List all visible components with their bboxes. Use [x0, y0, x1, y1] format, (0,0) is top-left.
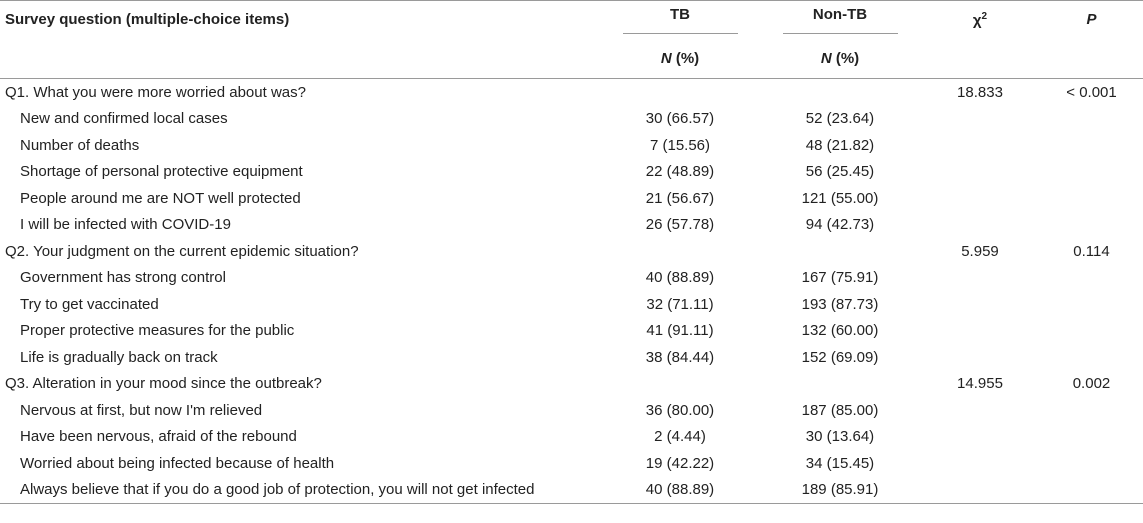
non-tb-value: 94 (42.73): [805, 216, 875, 234]
header-tb: TB: [600, 1, 760, 39]
question-label: Q2. Your judgment on the current epidemic situation?: [5, 242, 359, 260]
item-label: People around me are NOT well protected: [20, 189, 301, 207]
non-tb-value: 34 (15.45): [805, 454, 875, 472]
tb-value: 26 (57.78): [645, 216, 715, 234]
table-row: [0, 159, 1143, 186]
item-label: Shortage of personal protective equipment: [20, 163, 303, 181]
non-tb-value: 132 (60.00): [801, 322, 879, 340]
table-row: [0, 185, 1143, 212]
tb-value: 2 (4.44): [654, 428, 706, 446]
tb-value: 30 (66.57): [645, 110, 715, 128]
item-label: Number of deaths: [20, 136, 140, 154]
header-question: Survey question (multiple-choice items): [5, 11, 290, 28]
table-row: [0, 132, 1143, 159]
item-label: I will be infected with COVID-19: [20, 216, 231, 234]
table-body: [0, 79, 1143, 504]
tb-value: 19 (42.22): [645, 454, 715, 472]
item-label: Always believe that if you do a good job of protection, you will not get infected: [20, 481, 535, 499]
question-label: Q1. What you were more worried about was?: [5, 83, 306, 101]
chi2-value: 18.833: [957, 83, 1003, 101]
header-p: P: [1086, 11, 1097, 28]
subheader-tb-n: N (%): [660, 49, 700, 67]
header-chi-square: $\chi^2$: [972, 10, 988, 29]
table-row: [0, 344, 1143, 371]
item-label: Worried about being infected because of health: [20, 454, 335, 472]
tb-value: 32 (71.11): [646, 295, 714, 313]
item-label: Government has strong control: [20, 269, 226, 287]
tb-value: 7 (15.56): [649, 136, 711, 154]
non-tb-value: 48 (21.82): [805, 136, 875, 154]
table-row: [0, 265, 1143, 292]
non-tb-value: 152 (69.09): [801, 348, 879, 366]
subheader-non-tb-n: N (%): [820, 49, 860, 67]
item-label: Life is gradually back on track: [20, 348, 218, 366]
item-label: Proper protective measures for the public: [20, 322, 295, 340]
non-tb-value: 121 (55.00): [801, 189, 879, 207]
tb-value: 41 (91.11): [646, 322, 714, 340]
tb-value: 36 (80.00): [645, 401, 715, 419]
question-label: Q3. Alteration in your mood since the outbreak?: [5, 375, 322, 393]
tb-value: 22 (48.89): [645, 163, 715, 181]
subheader-row: [0, 38, 1143, 79]
table-row: [0, 212, 1143, 239]
p-value: 0.114: [1073, 242, 1110, 260]
table-row: [0, 291, 1143, 318]
non-tb-value: 30 (13.64): [805, 428, 875, 446]
table-row: [0, 477, 1143, 504]
chi2-value: 14.955: [957, 375, 1003, 393]
table-row: [0, 397, 1143, 424]
non-tb-value: 167 (75.91): [801, 269, 879, 287]
header-non-tb: Non-TB: [760, 1, 920, 39]
non-tb-value: 193 (87.73): [801, 295, 879, 313]
non-tb-value: 187 (85.00): [801, 401, 879, 419]
question-row: [0, 79, 1143, 106]
item-label: New and confirmed local cases: [20, 110, 228, 128]
tb-value: 21 (56.67): [645, 189, 715, 207]
table-row: [0, 318, 1143, 345]
table-row: [0, 450, 1143, 477]
question-row: [0, 238, 1143, 265]
non-tb-value: 52 (23.64): [805, 110, 875, 128]
p-value: < 0.001: [1066, 83, 1117, 101]
table-row: [0, 424, 1143, 451]
p-value: 0.002: [1072, 375, 1111, 393]
item-label: Have been nervous, afraid of the rebound: [20, 428, 297, 446]
non-tb-value: 56 (25.45): [805, 163, 875, 181]
question-row: [0, 371, 1143, 398]
non-tb-value: 189 (85.91): [801, 481, 879, 499]
item-label: Nervous at first, but now I'm relieved: [20, 401, 263, 419]
header-row: [0, 1, 1143, 39]
tb-value: 40 (88.89): [645, 269, 715, 287]
tb-value: 40 (88.89): [645, 481, 715, 499]
table-row: [0, 106, 1143, 133]
tb-value: 38 (84.44): [645, 348, 715, 366]
chi2-value: 5.959: [961, 242, 999, 260]
item-label: Try to get vaccinated: [20, 295, 159, 313]
